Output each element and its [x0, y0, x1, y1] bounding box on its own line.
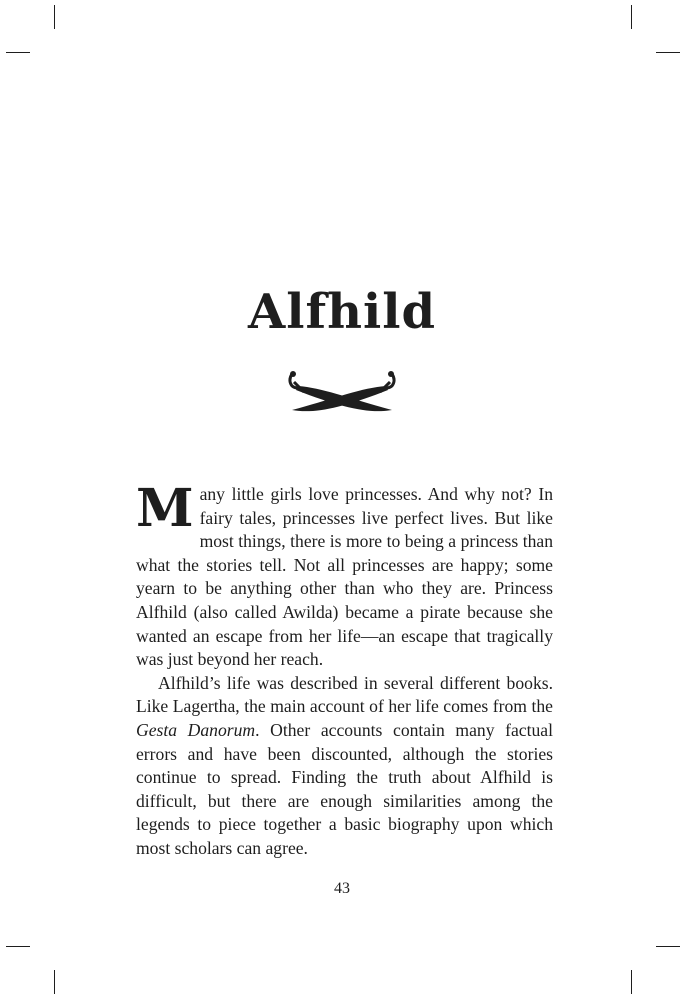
paragraph-text: . Other accounts contain many factual errors and have been discounted, although the stories continue to spread. Finding the truth about Alfhild is difficult, but there are enough similarities among the legends to piece together a basic biography upon which most scholars can agree.: [136, 719, 554, 858]
crop-mark: [631, 5, 632, 29]
crop-mark: [54, 5, 55, 29]
crop-mark: [631, 970, 632, 994]
drop-cap: M: [136, 478, 194, 539]
book-title: Gesta Danorum: [136, 719, 256, 740]
page-number: 43: [334, 880, 350, 897]
crop-mark: [656, 946, 680, 947]
crop-mark: [6, 52, 30, 53]
crossed-swords-icon: [284, 368, 400, 420]
crop-mark: [54, 970, 55, 994]
paragraph: [136, 478, 553, 672]
paragraph: [136, 672, 553, 861]
crop-mark: [6, 946, 30, 947]
chapter-title: Alfhild: [247, 284, 437, 340]
paragraph-text: Alfhild’s life was described in several different books. Like Lagertha, the main account of her life comes from the: [136, 672, 553, 717]
crop-mark: [656, 52, 680, 53]
body-text: [136, 478, 554, 861]
paragraph-text: any little girls love princesses. And why not? In fairy tales, princesses live perfect lives. But like most things, there is more to being a princess than what the stories tell. Not all princesses are happy; some yearn to be anything other than who they are. Princess Alfhild (also called Awilda) became a pirate because she wanted an escape from her life—an escape that tragically was just beyond her reach.: [136, 484, 553, 670]
